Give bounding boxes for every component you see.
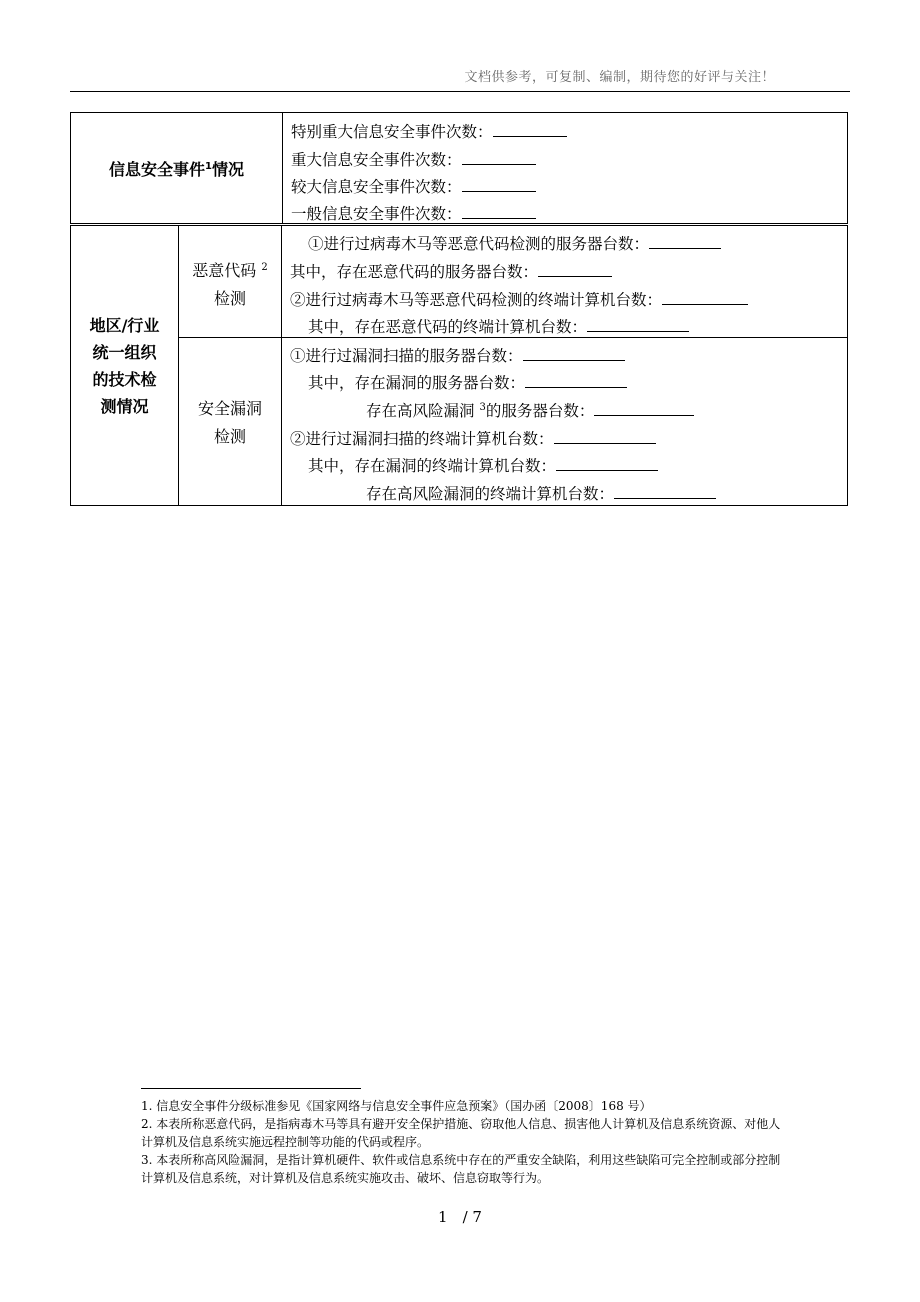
- inspection-category-cells: [179, 226, 282, 505]
- vuln-label-line2: 检测: [213, 427, 246, 446]
- footnote-2: 2. 本表所称恶意代码，是指病毒木马等具有避开安全保护措施、窃取他人信息、损害他人计算机及信息系统资源、对他人计算机及信息系统实施远程控制等功能的代码或程序。: [141, 1117, 781, 1149]
- header-divider: [70, 91, 850, 92]
- malware-label-line2: 检测: [213, 289, 246, 308]
- incident-label: 信息安全事件$^1$情况: [109, 159, 244, 179]
- inspection-row-label-cell: [71, 226, 179, 505]
- incident-table: [70, 112, 848, 224]
- vuln-label: 安全漏洞: [197, 399, 262, 418]
- vuln-line-1: ①进行过漏洞扫描的服务器台数：: [290, 345, 625, 366]
- vuln-line-6: 存在高风险漏洞的终端计算机台数：: [366, 483, 716, 504]
- footnote-1: 1. 信息安全事件分级标准参见《国家网络与信息安全事件应急预案》（国办函〔2008〕168 号）: [141, 1099, 652, 1113]
- fill-in-blank[interactable]: [662, 289, 748, 305]
- incident-line-large: 较大信息安全事件次数：: [291, 176, 536, 197]
- fill-in-blank[interactable]: [554, 428, 656, 444]
- row-label-line: 的技术检: [92, 370, 157, 389]
- incident-values-cell: [283, 113, 847, 223]
- fill-in-blank[interactable]: [594, 400, 694, 416]
- fill-in-blank[interactable]: [462, 203, 536, 219]
- malware-line-4: 其中，存在恶意代码的终端计算机台数：: [308, 316, 689, 337]
- malware-line-2: 其中，存在恶意代码的服务器台数：: [290, 261, 612, 282]
- vuln-line-4: ②进行过漏洞扫描的终端计算机台数：: [290, 428, 656, 449]
- fill-in-blank[interactable]: [614, 483, 716, 499]
- inspection-values-cells: [282, 226, 847, 505]
- header-note: 文档供参考，可复制、编制，期待您的好评与关注！: [464, 70, 775, 85]
- inspection-table: [70, 225, 848, 506]
- malware-line-3: ②进行过病毒木马等恶意代码检测的终端计算机台数：: [290, 289, 748, 310]
- fill-in-blank[interactable]: [523, 345, 625, 361]
- fill-in-blank[interactable]: [525, 372, 627, 388]
- fill-in-blank[interactable]: [649, 233, 721, 249]
- footnote-separator: [141, 1088, 361, 1089]
- incident-line-major-special: 特别重大信息安全事件次数：: [291, 121, 567, 142]
- row-label-line: 地区/行业: [89, 316, 160, 335]
- incident-line-major: 重大信息安全事件次数：: [291, 149, 536, 170]
- row-label-line: 测情况: [100, 397, 149, 416]
- fill-in-blank[interactable]: [556, 455, 658, 471]
- row-label-line: 统一组织: [92, 343, 157, 362]
- fill-in-blank[interactable]: [493, 121, 567, 137]
- malware-label: 恶意代码 $^2$: [192, 261, 268, 280]
- vuln-line-5: 其中，存在漏洞的终端计算机台数：: [308, 455, 658, 476]
- vuln-line-2: 其中，存在漏洞的服务器台数：: [308, 372, 627, 393]
- page-number: 1 / 7: [438, 1208, 482, 1226]
- footnotes: [141, 1097, 781, 1187]
- incident-line-general: 一般信息安全事件次数：: [291, 203, 536, 224]
- fill-in-blank[interactable]: [538, 261, 612, 277]
- incident-label-cell: [71, 113, 283, 223]
- footnote-3: 3. 本表所称高风险漏洞，是指计算机硬件、软件或信息系统中存在的严重安全缺陷，利用这些缺陷可完全控制或部分控制计算机及信息系统，对计算机及信息系统实施攻击、破坏、信息窃取等行为。: [141, 1153, 781, 1185]
- malware-line-1: ①进行过病毒木马等恶意代码检测的服务器台数：: [308, 233, 721, 254]
- vuln-line-3: 存在高风险漏洞 $^3$的服务器台数：: [366, 400, 694, 421]
- fill-in-blank[interactable]: [462, 149, 536, 165]
- fill-in-blank[interactable]: [587, 316, 689, 332]
- fill-in-blank[interactable]: [462, 176, 536, 192]
